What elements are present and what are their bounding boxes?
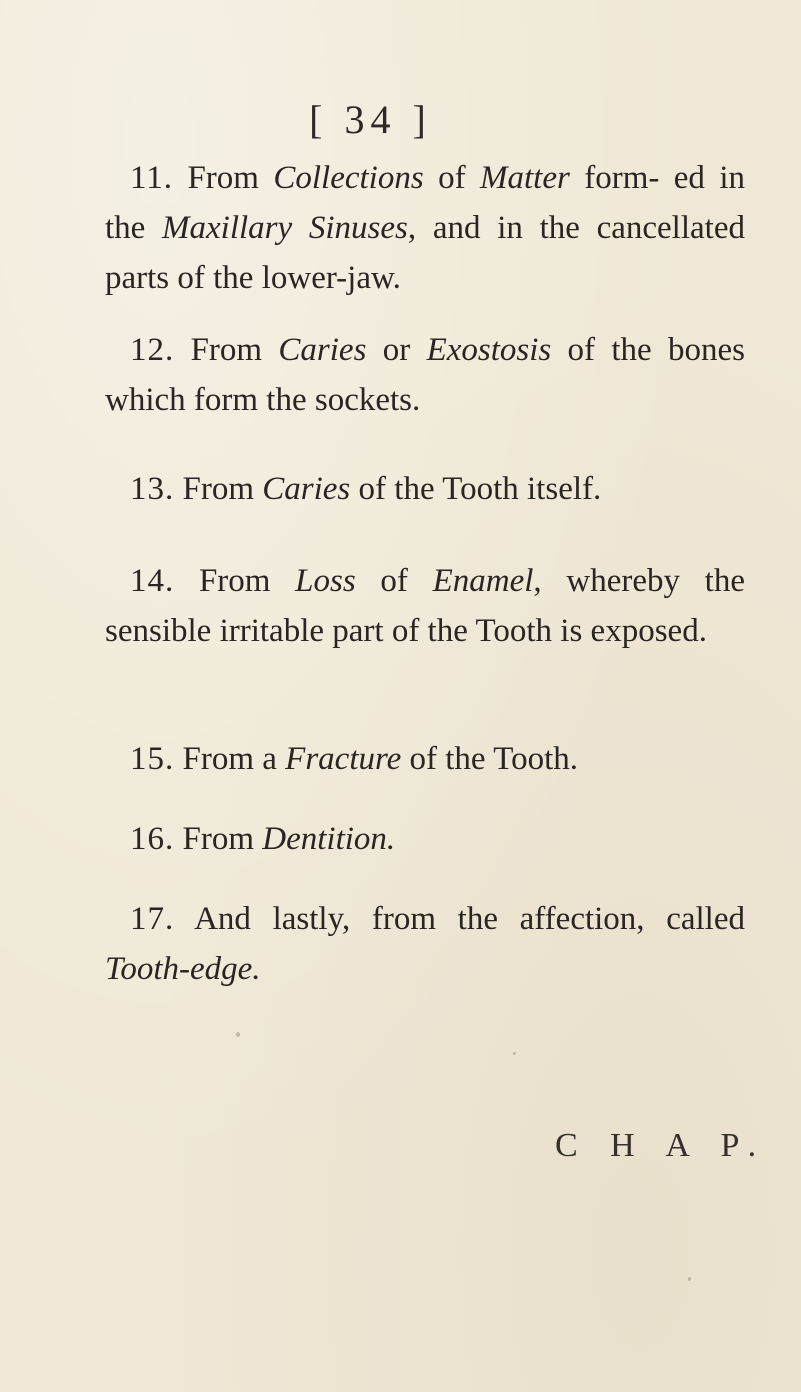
italic-term: Caries	[262, 471, 351, 507]
paper-speck	[513, 1052, 516, 1055]
list-item-12	[105, 325, 745, 425]
paper-speck	[408, 489, 411, 492]
paper-speck	[236, 1032, 240, 1037]
item-text: From	[173, 160, 274, 196]
item-number: 17.	[130, 901, 175, 937]
item-text: , whereby the sensible irritable part of the Tooth is exposed.	[105, 563, 745, 649]
item-number: 13.	[130, 471, 175, 507]
item-text: of	[423, 160, 480, 196]
item-text: From	[174, 563, 296, 599]
italic-term: Loss	[295, 563, 356, 599]
italic-term: Fracture	[285, 741, 402, 777]
paper-speck	[688, 1277, 691, 1281]
item-number: 11.	[130, 160, 174, 196]
italic-term: Tooth-edge.	[105, 951, 261, 987]
item-text: of the Tooth itself.	[350, 471, 602, 507]
item-text: And lastly, from the affection, called	[174, 901, 745, 937]
item-text: From	[174, 471, 263, 507]
list-item-17	[105, 894, 745, 994]
list-item-11	[105, 153, 745, 303]
item-number: 12.	[130, 332, 175, 368]
item-number: 16.	[130, 821, 175, 857]
item-text: From a	[174, 741, 286, 777]
italic-term: Enamel	[432, 563, 534, 599]
item-text: of the bones which form the sockets.	[105, 332, 745, 418]
page-number-header: [ 34 ]	[309, 97, 432, 142]
item-text: of	[355, 563, 433, 599]
italic-term: Maxillary Sinuses	[162, 210, 408, 246]
catchword: C H A P.	[555, 1127, 769, 1164]
item-number: 15.	[130, 741, 175, 777]
item-text: or	[366, 332, 427, 368]
item-number: 14.	[130, 563, 175, 599]
list-item-14	[105, 556, 745, 656]
italic-term: Caries	[278, 332, 367, 368]
item-text: From	[174, 332, 279, 368]
item-text: , and in the cancellated parts of the lower-jaw.	[105, 210, 745, 296]
list-item-13	[105, 464, 745, 514]
item-text: of the Tooth.	[401, 741, 578, 777]
list-item-15	[105, 734, 745, 784]
italic-term: Dentition.	[262, 821, 396, 857]
italic-term: Matter	[480, 160, 570, 196]
italic-term: Exostosis	[426, 332, 552, 368]
item-text: From	[174, 821, 263, 857]
italic-term: Collections	[273, 160, 424, 196]
list-item-16	[105, 814, 745, 864]
item-text: form- ed in the	[105, 160, 745, 246]
